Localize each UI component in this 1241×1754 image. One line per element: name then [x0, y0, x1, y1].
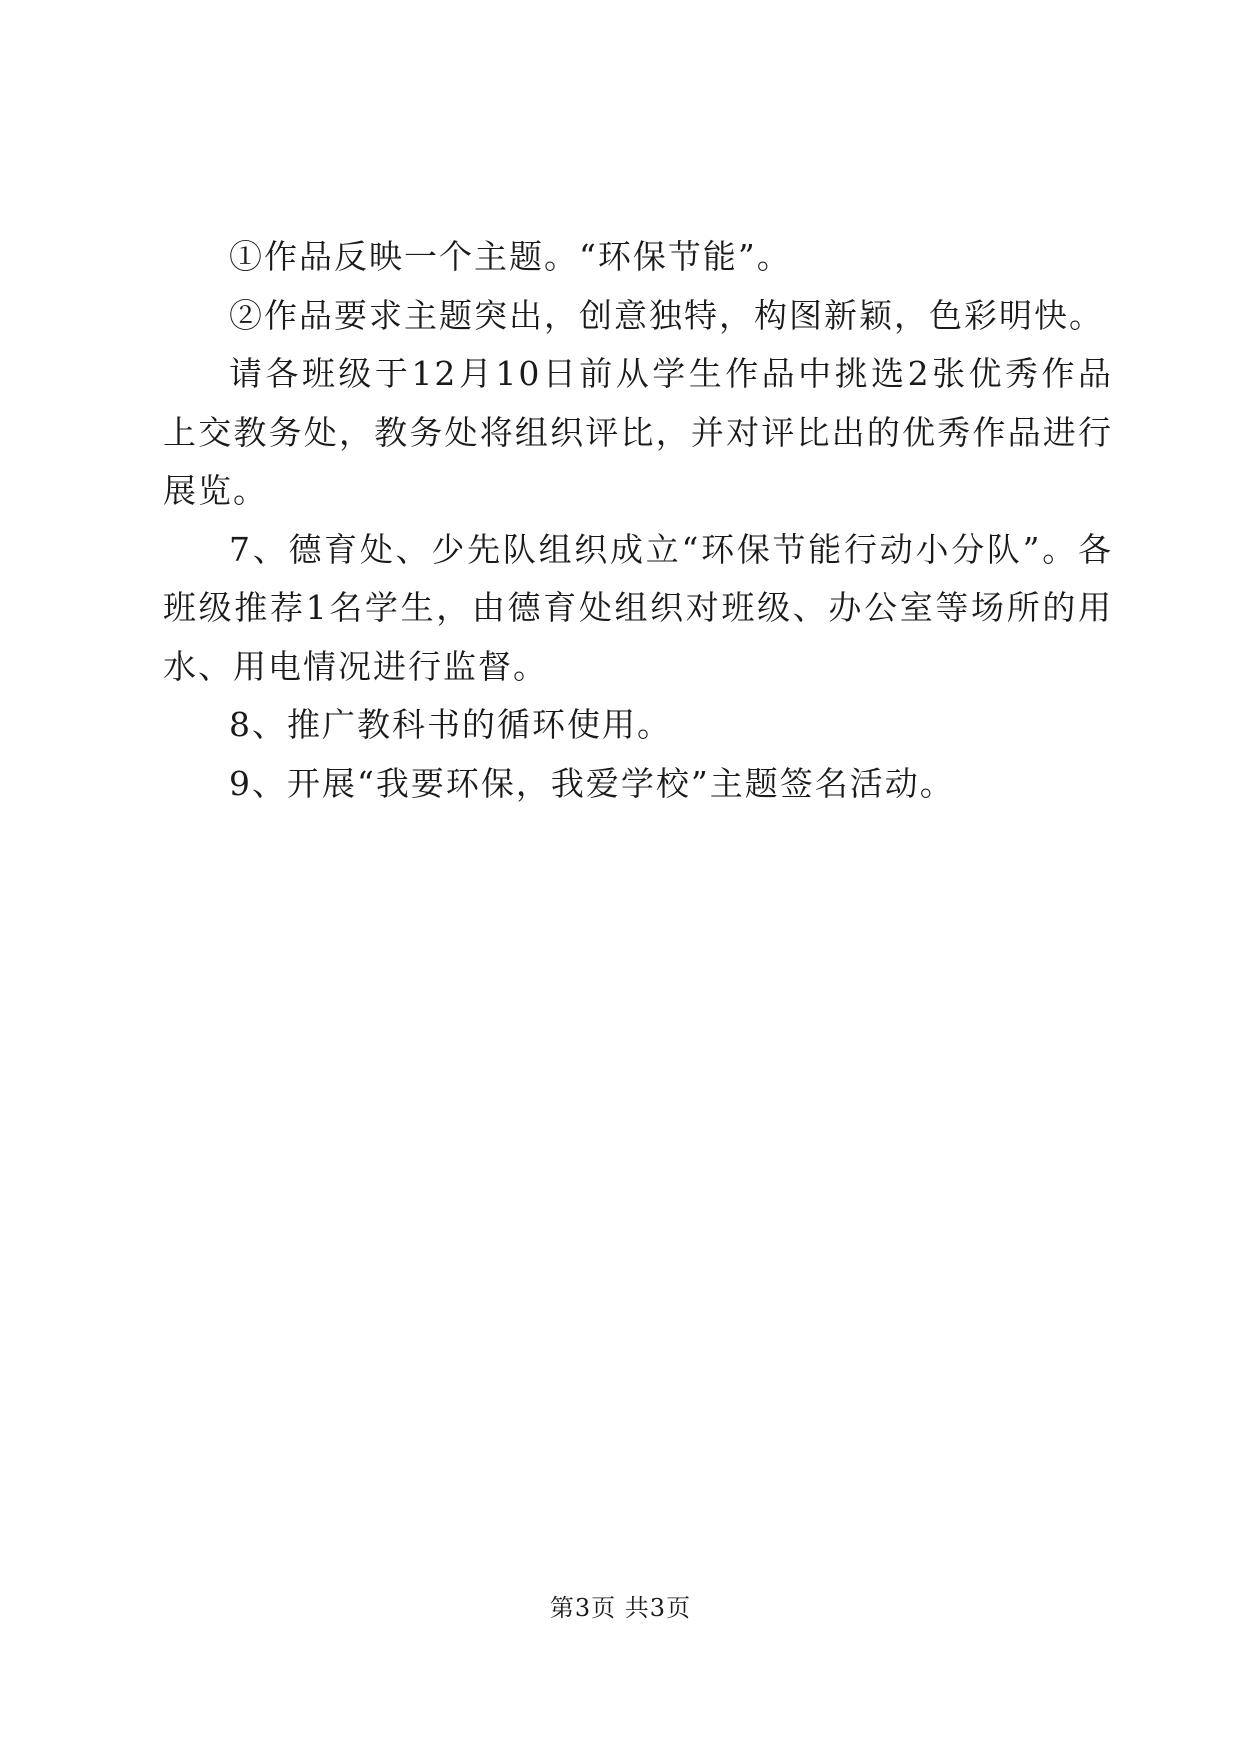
- paragraph-9-signature-campaign: 9、开展“我要环保，我爱学校”主题签名活动。: [229, 763, 955, 803]
- document-body: [163, 228, 1113, 813]
- page-number-footer: 第3页 共3页: [549, 1594, 692, 1622]
- paragraph-item-1: ①作品反映一个主题。“环保节能”。: [229, 237, 792, 276]
- paragraph-item-2: ②作品要求主题突出，创意独特，构图新颖，色彩明快。: [229, 295, 1104, 335]
- paragraph-submission-notice: 请各班级于12月10日前从学生作品中挑选2张优秀作品上交教务处，教务处将组织评比，并对评比出的优秀作品进行展览。: [163, 354, 1113, 510]
- paragraph-8-textbook-recycling: 8、推广教科书的循环使用。: [229, 705, 672, 744]
- paragraph-7-action-team: 7、德育处、少先队组织成立“环保节能行动小分队”。各班级推荐1名学生，由德育处组织对班级、办公室等场所的用水、用电情况进行监督。: [163, 529, 1113, 686]
